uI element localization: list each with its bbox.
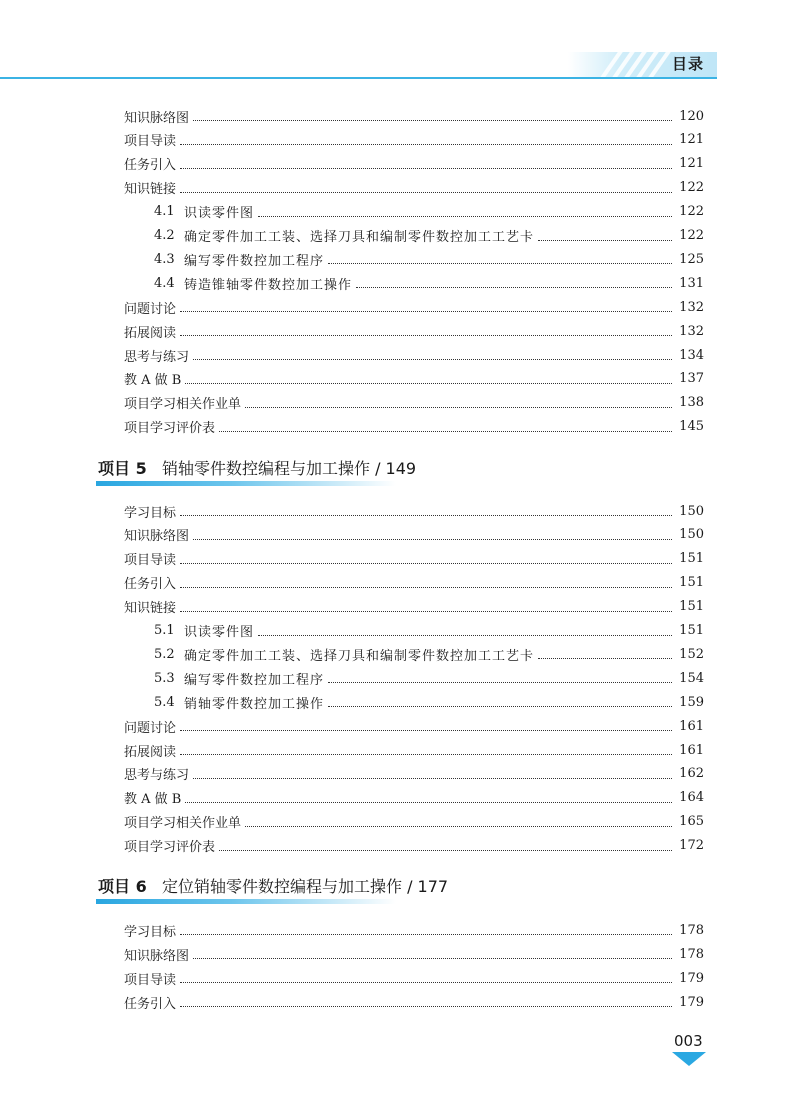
toc-entry-label: 任务引入 [124,577,177,593]
section-project-label: 项目 5 [98,459,147,478]
toc-entry[interactable] [124,966,704,990]
dot-leader [193,119,672,121]
dot-leader [180,933,672,935]
toc-entry-label: 任务引入 [124,996,177,1012]
toc-entry-label: 项目导读 [124,972,177,988]
toc-entry-page: 137 [679,371,704,387]
toc-entry-label: 学习目标 [124,505,177,521]
toc-entry-page: 154 [679,670,704,686]
toc-entry-label: 知识脉络图 [124,529,190,545]
toc-entry-page: 179 [679,994,704,1010]
dot-leader [258,215,672,217]
dot-leader [245,406,672,408]
toc-entry-label: 教 A 做 B [124,373,182,389]
toc-entry-page: 120 [679,108,704,124]
toc-entry[interactable] [124,786,704,810]
toc-entry[interactable] [124,343,704,367]
toc-entry-label: 知识脉络图 [124,110,190,126]
toc-entry-label: 知识链接 [124,182,177,198]
toc-subentry[interactable] [154,642,704,666]
toc-entry-label: 确定零件加工工装、选择刀具和编制零件数控加工工艺卡 [184,230,535,245]
toc-entry-page: 122 [679,180,704,196]
toc-entry-number: 4.4 [154,275,175,291]
dot-leader [180,586,672,588]
toc-entry-label: 识读零件图 [184,206,255,222]
toc-entry-label: 项目学习相关作业单 [124,397,242,413]
toc-entry-page: 138 [679,395,704,411]
toc-entry-page: 178 [679,922,704,938]
section-underline [96,481,396,486]
toc-entry[interactable] [124,738,704,762]
toc-entry-page: 122 [679,204,704,220]
toc-entry[interactable] [124,391,704,415]
toc-entry-page: 122 [679,228,704,243]
toc-entry-page: 165 [679,814,704,830]
toc-entry[interactable] [124,499,704,523]
dot-leader [245,825,672,827]
toc-entry-page: 132 [679,323,704,339]
toc-entry-number: 4.2 [154,228,175,243]
dot-leader [180,610,672,612]
dot-leader [328,681,672,683]
dot-leader [180,167,672,169]
toc-entry[interactable] [124,295,704,319]
toc-entry-page: 150 [679,527,704,543]
toc-entry-label: 项目导读 [124,553,177,569]
dot-leader [193,957,672,959]
toc-entry-number: 4.1 [154,204,175,220]
dot-leader [538,657,672,659]
dot-leader [219,430,672,432]
section-title: 销轴零件数控编程与加工操作 / 149 [161,459,417,478]
toc-subentry[interactable] [154,619,704,643]
dot-leader [193,777,672,779]
toc-entry[interactable] [124,942,704,966]
dot-leader [193,358,672,360]
toc-entry[interactable] [124,415,704,439]
dot-leader [180,753,672,755]
section-heading-5[interactable] [98,456,416,479]
toc-entry-label: 识读零件图 [184,625,255,640]
dot-leader [180,310,672,312]
dot-leader [180,981,672,983]
toc-subentry[interactable] [154,224,704,248]
toc-entry-label: 铸造锥轴零件数控加工操作 [184,277,353,293]
toc-entry-number: 4.3 [154,251,175,267]
toc-entry[interactable] [124,176,704,200]
toc-entry-number: 5.1 [154,623,175,638]
dot-leader [185,801,672,803]
toc-subentry[interactable] [154,247,704,271]
toc-entry-number: 5.2 [154,646,175,662]
toc-entry-label: 项目学习评价表 [124,840,216,856]
toc-subentry[interactable] [154,690,704,714]
dot-leader [356,286,672,288]
toc-entry-label: 问题讨论 [124,720,177,736]
toc-entry-page: 164 [679,790,704,806]
toc-entry-page: 121 [679,156,704,172]
toc-entry-label: 教 A 做 B [124,792,182,808]
toc-entry-label: 拓展阅读 [124,325,177,341]
toc-entry-page: 121 [679,132,704,148]
toc-entry-page: 161 [679,742,704,758]
dot-leader [193,538,672,540]
toc-entry-label: 项目学习相关作业单 [124,816,242,832]
toc-entry[interactable] [124,104,704,128]
toc-entry-label: 编写零件数控加工程序 [184,672,325,688]
toc-entry-label: 问题讨论 [124,301,177,317]
dot-leader [180,514,672,516]
toc-entry-label: 思考与练习 [124,349,190,365]
header-rule [0,77,717,79]
header-title: 目录 [671,55,704,73]
toc-entry-page: 132 [679,299,704,315]
toc-entry-number: 5.4 [154,694,175,710]
toc-entry-page: 151 [679,575,704,591]
toc-entry-page: 151 [679,623,704,638]
toc-entry-label: 拓展阅读 [124,744,177,760]
toc-entry-page: 159 [679,694,704,710]
dot-leader [258,634,672,636]
toc-entry-page: 150 [679,503,704,519]
toc-entry-label: 任务引入 [124,158,177,174]
dot-leader [328,262,672,264]
toc-entry[interactable] [124,918,704,942]
toc-entry[interactable] [124,547,704,571]
dot-leader [180,562,672,564]
dot-leader [185,382,672,384]
toc-entry-page: 178 [679,946,704,962]
toc-entry-page: 145 [679,419,704,435]
toc-entry-page: 125 [679,251,704,267]
toc-entry-label: 编写零件数控加工程序 [184,253,325,269]
toc-entry[interactable] [124,762,704,786]
toc-entry-label: 知识链接 [124,601,177,617]
toc-entry-label: 项目导读 [124,134,177,150]
toc-entry[interactable] [124,128,704,152]
toc-entry-page: 131 [679,275,704,291]
toc-entry-page: 151 [679,551,704,567]
toc-entry-label: 项目学习评价表 [124,421,216,437]
toc-entry-page: 134 [679,347,704,363]
toc-entry-label: 销轴零件数控加工操作 [184,696,325,712]
dot-leader [538,239,672,241]
toc-entry-page: 172 [679,838,704,854]
toc-entry[interactable] [124,810,704,834]
toc-entry-page: 179 [679,970,704,986]
toc-entry[interactable] [124,714,704,738]
toc-entry[interactable] [124,571,704,595]
section-heading-6[interactable] [98,874,448,897]
toc-entry[interactable] [124,595,704,619]
toc-entry-page: 161 [679,718,704,734]
toc-entry-label: 知识脉络图 [124,948,190,964]
dot-leader [180,334,672,336]
toc-entry-number: 5.3 [154,670,175,686]
dot-leader [180,729,672,731]
section-title: 定位销轴零件数控编程与加工操作 / 177 [161,877,449,896]
toc-entry-page: 151 [679,599,704,615]
toc-subentry[interactable] [154,271,704,295]
dot-leader [219,849,672,851]
toc-entry-label: 确定零件加工工装、选择刀具和编制零件数控加工工艺卡 [184,648,535,664]
toc-entry-label: 学习目标 [124,924,177,940]
toc-entry-page: 152 [679,646,704,662]
section-underline [96,899,396,904]
toc-entry[interactable] [124,990,704,1014]
section-project-label: 项目 6 [98,877,147,896]
dot-leader [180,1005,672,1007]
toc-subentry[interactable] [154,666,704,690]
toc-entry[interactable] [124,523,704,547]
dot-leader [180,143,672,145]
page-number: 003 [674,1032,703,1050]
toc-entry[interactable] [124,367,704,391]
toc-entry[interactable] [124,152,704,176]
page-number-triangle [672,1052,706,1066]
toc-entry[interactable] [124,834,704,858]
toc-entry-label: 思考与练习 [124,768,190,784]
dot-leader [180,191,672,193]
toc-subentry[interactable] [154,200,704,224]
toc-entry[interactable] [124,319,704,343]
dot-leader [328,705,672,707]
toc-entry-page: 162 [679,766,704,782]
